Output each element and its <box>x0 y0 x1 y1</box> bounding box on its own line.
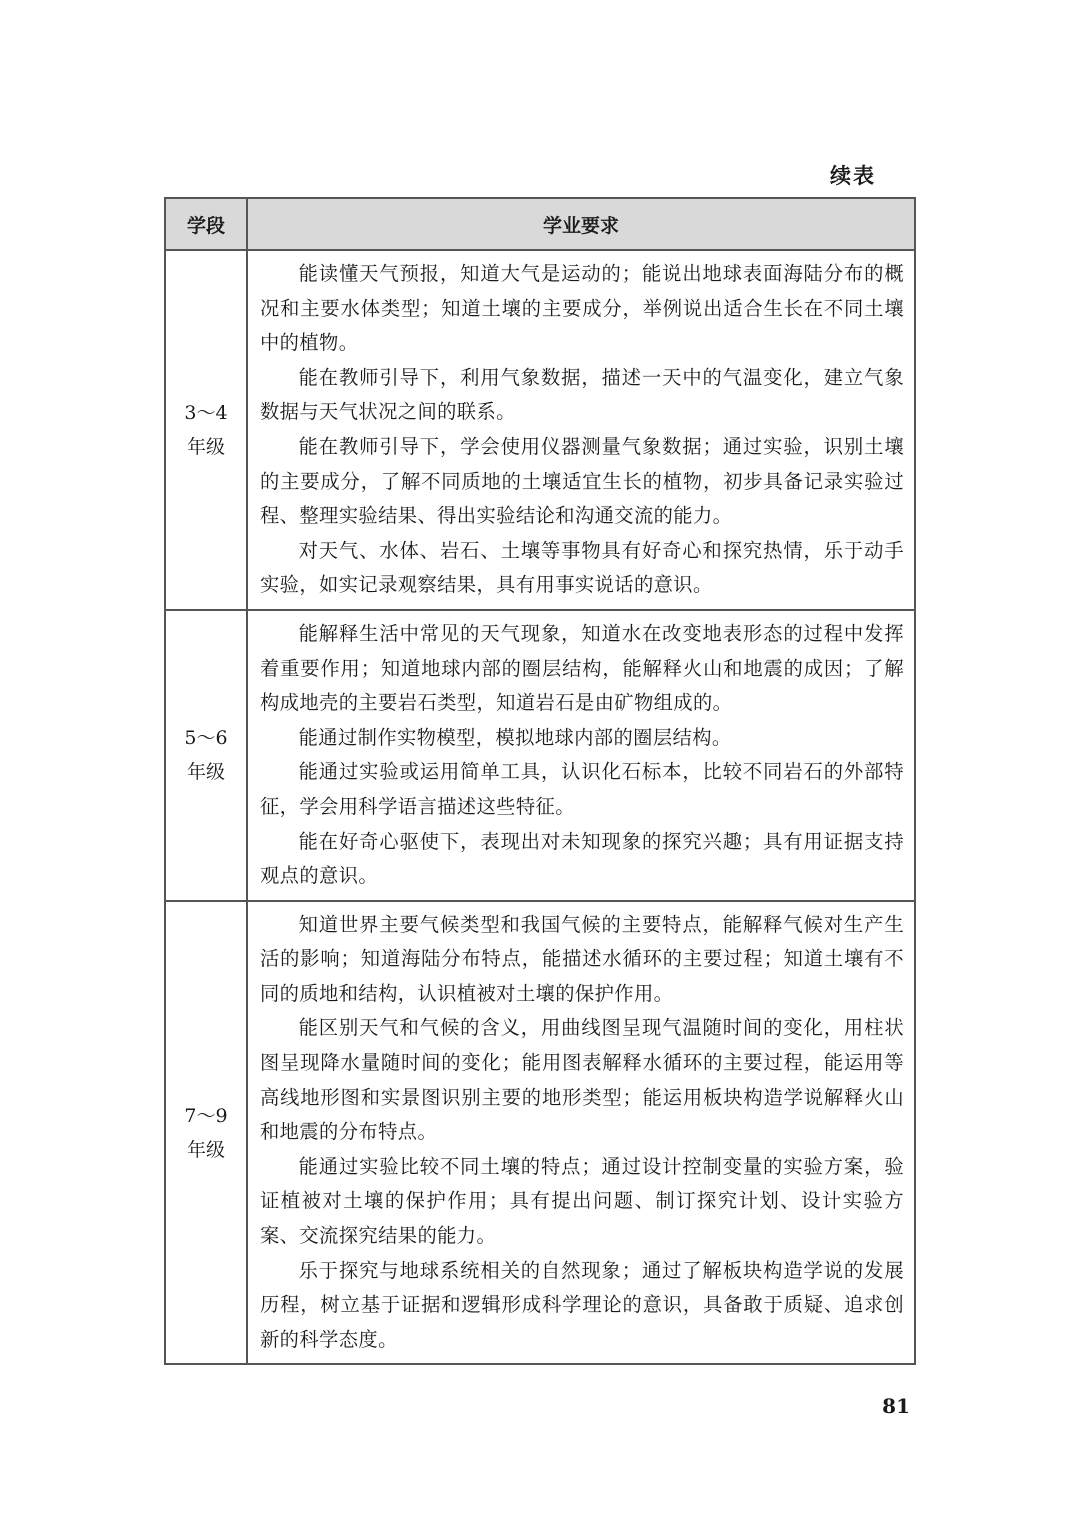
requirements-cell <box>247 610 915 901</box>
stage-unit: 年级 <box>186 435 225 458</box>
requirement-paragraph: 能通过实验比较不同土壤的特点；通过设计控制变量的实验方案，验证植被对土壤的保护作用；具有提出问题、制订探究计划、设计实验方案、交流探究结果的能力。 <box>260 1154 904 1248</box>
stage-unit: 年级 <box>186 761 225 784</box>
stage-cell <box>165 610 247 901</box>
requirement-paragraph: 能在教师引导下，学会使用仪器测量气象数据；通过实验，识别土壤的主要成分，了解不同质地的土壤适宜生长的植物，初步具备记录实验过程、整理实验结果、得出实验结论和沟通交流的能力。 <box>260 434 904 528</box>
requirements-cell <box>247 901 915 1365</box>
requirement-paragraph: 乐于探究与地球系统相关的自然现象；通过了解板块构造学说的发展历程，树立基于证据和逻辑形成科学理论的意识，具备敢于质疑、追求创新的科学态度。 <box>260 1258 904 1351</box>
table-row <box>165 250 915 610</box>
requirement-paragraph: 能在教师引导下，利用气象数据，描述一天中的气温变化，建立气象数据与天气状况之间的联系。 <box>260 365 904 424</box>
academic-requirements-table <box>164 197 916 1365</box>
requirement-paragraph: 能读懂天气预报，知道大气是运动的；能说出地球表面海陆分布的概况和主要水体类型；知道土壤的主要成分，举例说出适合生长在不同土壤中的植物。 <box>260 262 904 355</box>
table-header-row <box>165 198 915 250</box>
requirement-paragraph: 对天气、水体、岩石、土壤等事物具有好奇心和探究热情，乐于动手实验，如实记录观察结果，具有用事实说话的意识。 <box>260 538 904 597</box>
table-row <box>165 610 915 901</box>
page-number: 81 <box>882 1394 910 1418</box>
requirements-cell <box>247 250 915 610</box>
requirement-paragraph: 能区别天气和气候的含义，用曲线图呈现气温随时间的变化，用柱状图呈现降水量随时间的变化；能用图表解释水循环的主要过程，能运用等高线地形图和实景图识别主要的地形类型；能运用板块构造学说解释火山和地震的分布特点。 <box>260 1016 904 1144</box>
stage-range: 5～6 <box>184 727 228 750</box>
stage-cell <box>165 901 247 1365</box>
stage-range: 7～9 <box>184 1104 228 1127</box>
requirement-paragraph: 能通过制作实物模型，模拟地球内部的圈层结构。 <box>298 725 732 749</box>
continued-table-label: 续表 <box>830 164 876 188</box>
stage-unit: 年级 <box>186 1138 225 1161</box>
header-stage: 学段 <box>165 198 247 250</box>
stage-cell <box>165 250 247 610</box>
table-row <box>165 901 915 1365</box>
requirement-paragraph: 能在好奇心驱使下，表现出对未知现象的探究兴趣；具有用证据支持观点的意识。 <box>260 829 904 888</box>
header-requirements: 学业要求 <box>247 198 915 250</box>
requirement-paragraph: 能解释生活中常见的天气现象，知道水在改变地表形态的过程中发挥着重要作用；知道地球内部的圈层结构，能解释火山和地震的成因；了解构成地壳的主要岩石类型，知道岩石是由矿物组成的。 <box>260 621 904 715</box>
stage-range: 3～4 <box>184 401 228 424</box>
requirement-paragraph: 知道世界主要气候类型和我国气候的主要特点，能解释气候对生产生活的影响；知道海陆分布特点，能描述水循环的主要过程；知道土壤有不同的质地和结构，认识植被对土壤的保护作用。 <box>260 912 904 1005</box>
requirement-paragraph: 能通过实验或运用简单工具，认识化石标本，比较不同岩石的外部特征，学会用科学语言描述这些特征。 <box>260 760 904 818</box>
